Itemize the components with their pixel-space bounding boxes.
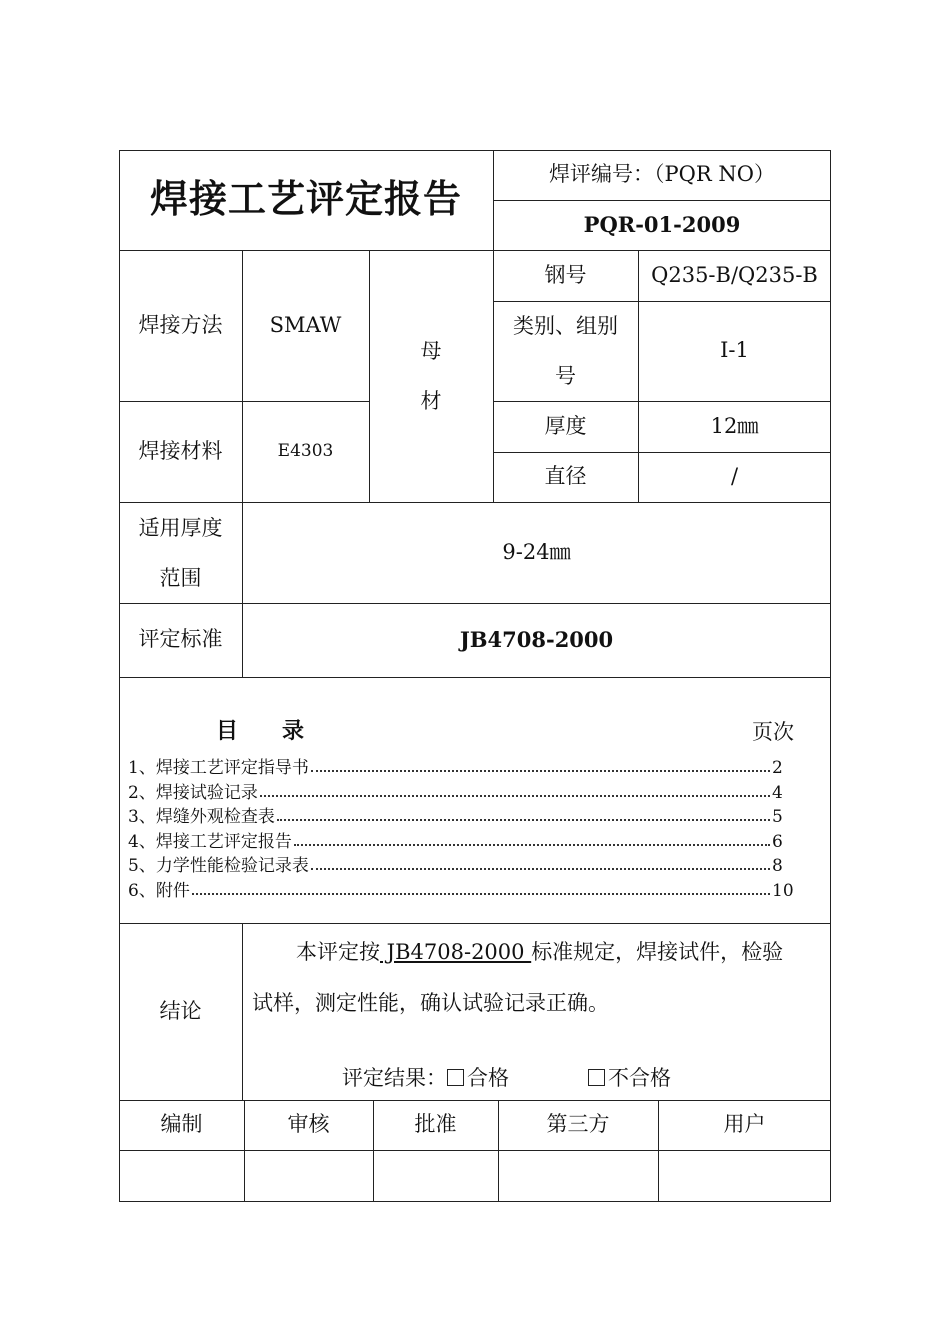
standard-label: 评定标准	[138, 627, 223, 652]
toc-item-label: 6、附件	[128, 880, 190, 901]
toc-leader-dots	[311, 770, 770, 772]
divider	[119, 677, 831, 678]
welding-method-label: 焊接方法	[138, 312, 223, 337]
toc-item	[128, 852, 796, 876]
toc-item	[128, 754, 796, 778]
welding-method-value: SMAW	[269, 312, 342, 337]
base-metal-label-line1: 母	[420, 339, 442, 363]
thickness-range-label-line2: 范围	[159, 565, 202, 590]
welding-material-label: 焊接材料	[138, 438, 223, 463]
conclusion-text-before: 本评定按	[296, 940, 380, 964]
base-metal-label-line2: 材	[420, 389, 442, 413]
toc-item-page: 5	[772, 807, 783, 827]
conclusion-standard: JB4708-2000	[380, 940, 532, 964]
standard-value: JB4708-2000	[459, 627, 614, 653]
base-metal-label	[369, 250, 493, 502]
thickness-label: 厚度	[544, 413, 587, 438]
fail-checkbox[interactable]	[588, 1069, 605, 1086]
welding-material-value: E4303	[277, 441, 334, 462]
category-label	[493, 301, 638, 401]
toc-item-label: 4、焊接工艺评定报告	[128, 831, 292, 852]
diameter-value: /	[730, 464, 739, 489]
conclusion-line1	[296, 936, 783, 966]
toc-leader-dots	[277, 819, 770, 821]
page-title: 焊接工艺评定报告	[149, 177, 462, 222]
conclusion-line2: 试样，测定性能，确认试验记录正确。	[252, 991, 609, 1015]
signature-cell-review[interactable]	[244, 1150, 373, 1202]
signature-header-compile: 编制	[160, 1112, 203, 1137]
signature-header-third-party: 第三方	[546, 1112, 610, 1137]
toc-leader-dots	[260, 795, 770, 797]
signature-cell-approve[interactable]	[373, 1150, 498, 1202]
pass-option-label: 合格	[467, 1066, 509, 1090]
thickness-value: 12㎜	[710, 413, 759, 438]
fail-option	[588, 1062, 671, 1092]
toc-item-page: 8	[772, 856, 783, 876]
thickness-range-value: 9-24㎜	[502, 539, 571, 564]
conclusion-text-after: 标准规定，焊接试件，检验	[531, 940, 784, 964]
thickness-range-label	[119, 502, 242, 603]
toc-item-label: 5、力学性能检验记录表	[128, 856, 309, 876]
signature-header-review: 审核	[287, 1112, 330, 1137]
conclusion-label: 结论	[159, 998, 202, 1023]
toc-item-label: 1、焊接工艺评定指导书	[128, 758, 309, 778]
fail-option-label: 不合格	[608, 1066, 671, 1090]
toc-item-label: 3、焊缝外观检查表	[128, 807, 275, 827]
category-label-line1: 类别、组别	[513, 314, 618, 338]
toc-item-page: 2	[772, 758, 783, 778]
pqr-number: PQR-01-2009	[583, 212, 741, 238]
signature-header-user: 用户	[723, 1112, 766, 1137]
toc-item-page: 4	[772, 782, 783, 803]
category-value: I-1	[720, 338, 749, 363]
toc-item	[128, 828, 796, 852]
signature-cell-user[interactable]	[658, 1150, 831, 1202]
diameter-label: 直径	[544, 464, 587, 489]
toc-item	[128, 779, 796, 803]
pass-checkbox[interactable]	[447, 1069, 464, 1086]
toc-page-heading: 页次	[752, 720, 794, 744]
toc-item-page: 10	[772, 880, 794, 901]
toc-leader-dots	[294, 844, 770, 846]
toc-item	[128, 877, 796, 901]
toc-item-page: 6	[772, 831, 783, 852]
steel-grade-label: 钢号	[544, 262, 587, 287]
steel-grade-value: Q235-B/Q235-B	[651, 262, 818, 287]
evaluation-result	[342, 1062, 509, 1092]
result-label: 评定结果：	[342, 1066, 447, 1090]
signature-cell-compile[interactable]	[119, 1150, 244, 1202]
signature-cell-third-party[interactable]	[498, 1150, 658, 1202]
toc-heading: 目 录	[216, 719, 305, 744]
divider	[242, 923, 243, 1100]
toc-leader-dots	[311, 868, 770, 870]
toc-leader-dots	[192, 893, 770, 895]
thickness-range-label-line1: 适用厚度	[138, 515, 223, 540]
category-label-line2: 号	[555, 364, 576, 388]
toc-item	[128, 803, 796, 827]
signature-header-approve: 批准	[414, 1112, 457, 1137]
toc-item-label: 2、焊接试验记录	[128, 782, 258, 803]
pqr-label: 焊评编号：（PQR NO）	[549, 162, 775, 187]
